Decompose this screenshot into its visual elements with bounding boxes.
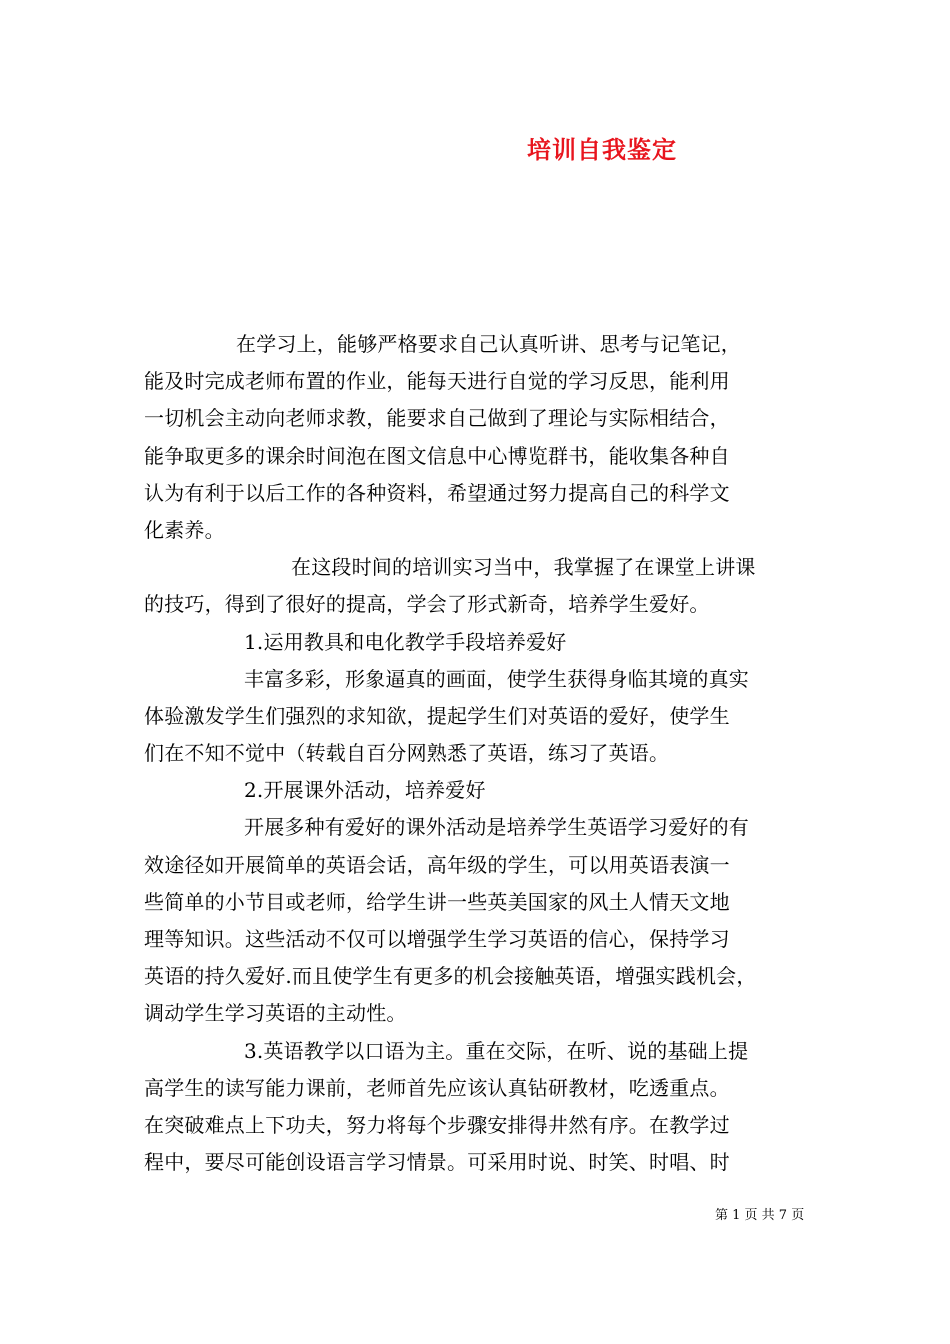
body-line: 一切机会主动向老师求教，能要求自己做到了理论与实际相结合，	[144, 406, 730, 431]
body-line: 认为有利于以后工作的各种资料，希望通过努力提高自己的科学文	[144, 480, 730, 505]
body-line: 英语的持久爱好.而且使学生有更多的机会接触英语，增强实践机会，	[144, 964, 757, 989]
body-line: 效途径如开展简单的英语会话，高年级的学生，可以用英语表演一	[144, 852, 730, 877]
body-line: 体验激发学生们强烈的求知欲，提起学生们对英语的爱好，使学生	[144, 703, 730, 728]
body-line: 1.运用教具和电化教学手段培养爱好	[244, 629, 567, 654]
body-line: 3.英语教学以口语为主。重在交际，在听、说的基础上提	[244, 1038, 749, 1063]
body-line: 在学习上，能够严格要求自己认真听讲、思考与记笔记，	[236, 332, 741, 356]
body-line: 2.开展课外活动，培养爱好	[244, 778, 486, 803]
body-line: 能及时完成老师布置的作业，能每天进行自觉的学习反思，能利用	[144, 369, 730, 394]
body-line: 丰富多彩，形象逼真的画面，使学生获得身临其境的真实	[244, 666, 749, 691]
body-line: 的技巧，得到了很好的提高，学会了形式新奇，培养学生爱好。	[144, 592, 710, 617]
body-line: 们在不知不觉中（转载自百分网熟悉了英语，练习了英语。	[144, 741, 670, 766]
body-line: 些简单的小节目或老师，给学生讲一些英美国家的风土人情天文地	[144, 889, 730, 914]
body-line: 在突破难点上下功夫，努力将每个步骤安排得井然有序。在教学过	[144, 1112, 730, 1137]
document-body	[144, 326, 814, 1181]
body-line: 程中，要尽可能创设语言学习情景。可采用时说、时笑、时唱、时	[144, 1150, 730, 1175]
body-line: 开展多种有爱好的课外活动是培养学生英语学习爱好的有	[244, 815, 749, 840]
document-title: 培训自我鉴定	[527, 135, 677, 164]
body-line: 理等知识。这些活动不仅可以增强学生学习英语的信心，保持学习	[144, 927, 730, 951]
body-line: 化素养。	[144, 517, 225, 542]
page-footer: 第 1 页 共 7 页	[715, 1208, 805, 1223]
body-line: 能争取更多的课余时间泡在图文信息中心博览群书，能收集各种自	[144, 443, 730, 468]
body-line: 高学生的读写能力课前，老师首先应该认真钻研教材，吃透重点。	[144, 1075, 730, 1100]
body-line: 在这段时间的培训实习当中，我掌握了在课堂上讲课	[291, 555, 756, 580]
body-line: 调动学生学习英语的主动性。	[144, 1001, 407, 1026]
